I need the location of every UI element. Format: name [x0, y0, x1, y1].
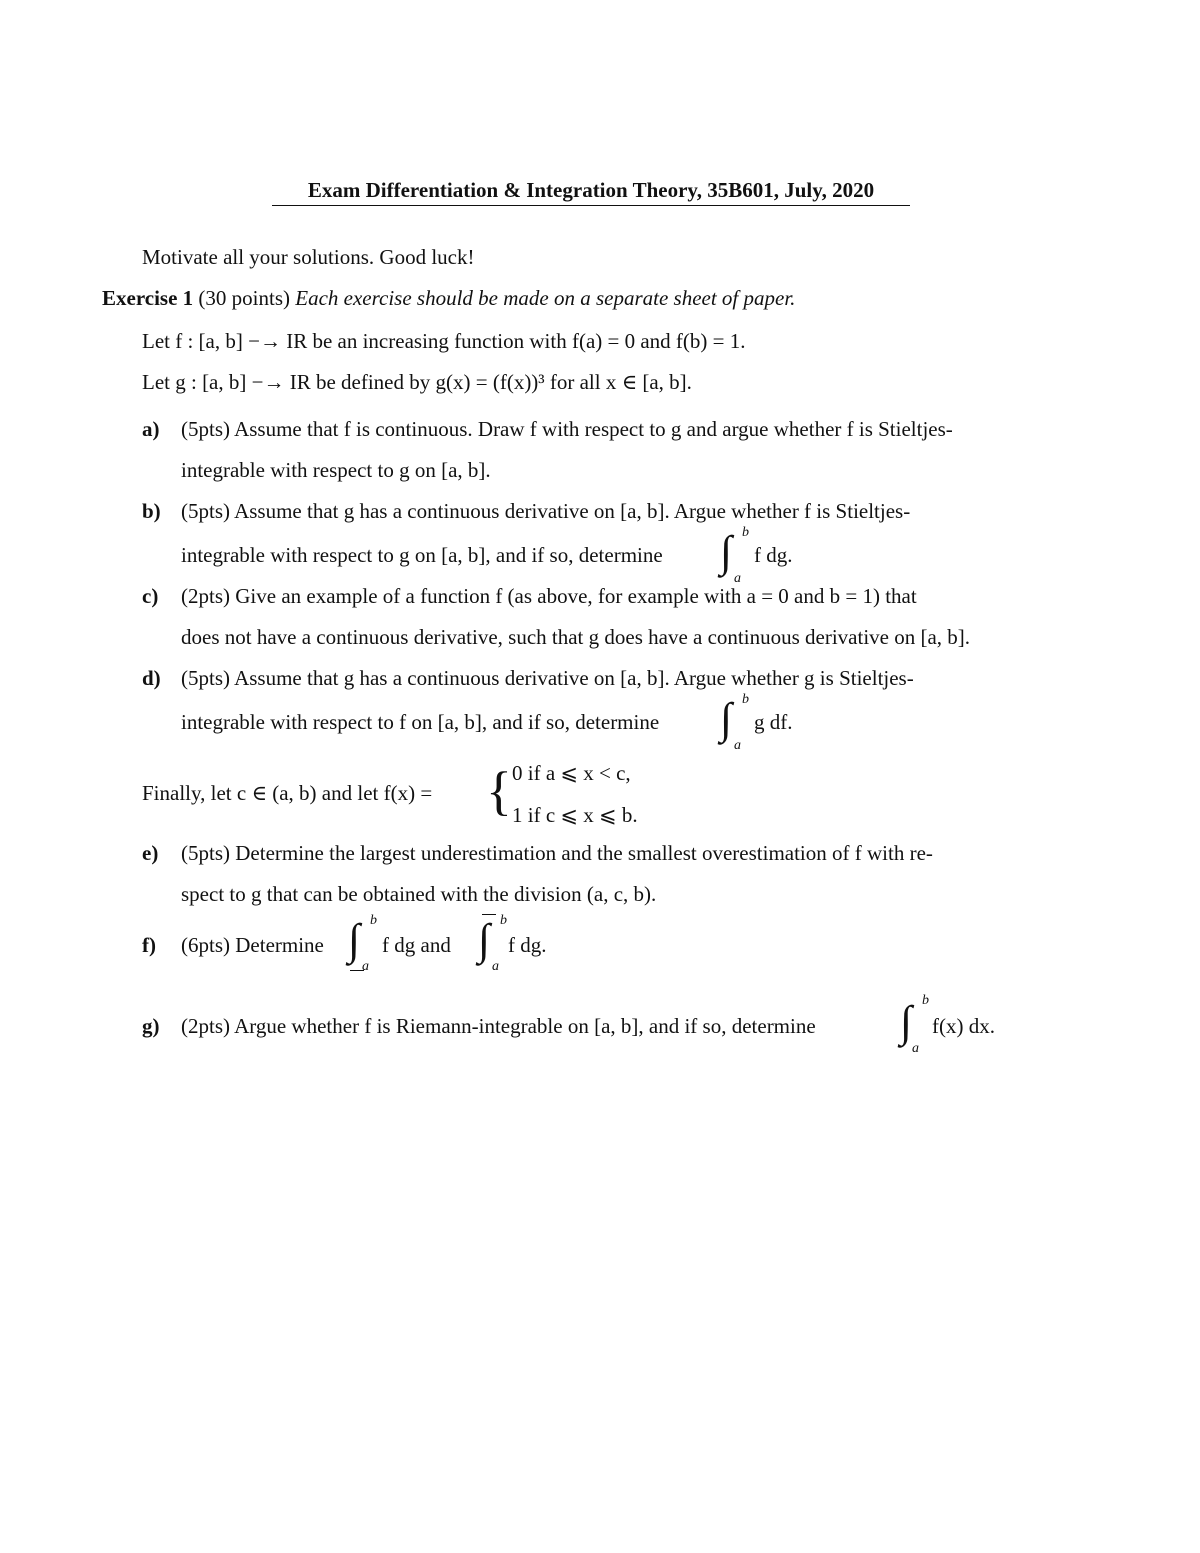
item-a-label: a) [142, 417, 160, 441]
item-a-line-2: integrable with respect to g on [a, b]. [181, 458, 491, 482]
upper-limit: b [922, 993, 929, 1008]
item-d-line-2: integrable with respect to f on [a, b], and if so, determine [181, 710, 660, 734]
exercise-note: Each exercise should be made on a separate sheet of paper. [295, 286, 796, 310]
exercise-points: (30 points) [198, 286, 290, 310]
integral-expression: f dg and [382, 933, 451, 957]
item-c-line-2: does not have a continuous derivative, such that g does have a continuous derivative on [a, b]. [181, 625, 971, 649]
integral-expression: f dg. [508, 933, 547, 957]
cases-brace: { [486, 761, 512, 821]
setup-line-2: Let g : [a, b] −→ IR be defined by g(x) = (f(x))³ for all x ∈ [a, b]. [142, 370, 692, 394]
upper-limit: b [742, 525, 749, 540]
item-c-line-1: (2pts) Give an example of a function f (as above, for example with a = 0 and b = 1) that [181, 584, 917, 608]
lower-integral-bar [350, 970, 364, 971]
upper-integral [478, 913, 578, 976]
item-e-line-2: spect to g that can be obtained with the division (a, c, b). [181, 882, 657, 906]
case-2: 1 if c ⩽ x ⩽ b. [512, 803, 638, 827]
item-b-line-2: integrable with respect to g on [a, b], and if so, determine [181, 543, 663, 567]
item-b-integral [720, 525, 840, 586]
integral-sign: ∫ [720, 527, 733, 576]
integral-expression: f(x) dx. [932, 1014, 995, 1038]
item-d-line-1: (5pts) Assume that g has a continuous derivative on [a, b]. Argue whether g is Stieltjes- [181, 666, 914, 690]
integral-sign: ∫ [348, 915, 361, 964]
item-c-label: c) [142, 584, 159, 608]
item-e-line-1: (5pts) Determine the largest underestimation and the smallest overestimation of f with re- [181, 841, 933, 865]
lower-limit: a [734, 571, 741, 586]
exercise-label: Exercise 1 [102, 286, 194, 310]
item-d-label: d) [142, 666, 161, 690]
exam-title: Exam Differentiation & Integration Theory, 35B601, July, 2020 [272, 178, 910, 206]
item-g-pre: (2pts) Argue whether f is Riemann-integrable on [a, b], and if so, determine [181, 1014, 816, 1038]
upper-limit: b [500, 913, 507, 928]
item-d-integral [720, 692, 840, 753]
item-b-line-1: (5pts) Assume that g has a continuous derivative on [a, b]. Argue whether f is Stieltjes- [181, 499, 911, 523]
intro-text: Motivate all your solutions. Good luck! [142, 245, 475, 269]
item-f-pre: (6pts) Determine [181, 933, 324, 957]
item-g-integral [900, 993, 1040, 1058]
integral-sign: ∫ [478, 915, 491, 964]
integral-sign: ∫ [900, 997, 913, 1046]
upper-limit: b [370, 913, 377, 928]
upper-limit: b [742, 692, 749, 707]
integral-sign: ∫ [720, 694, 733, 743]
integral-expression: f dg. [754, 543, 793, 567]
item-g-label: g) [142, 1014, 160, 1038]
lower-limit: a [912, 1041, 919, 1056]
case-1: 0 if a ⩽ x < c, [512, 761, 631, 785]
lower-limit: a [362, 959, 369, 974]
lower-limit: a [492, 959, 499, 974]
item-e-label: e) [142, 841, 159, 865]
lower-limit: a [734, 738, 741, 753]
item-f-label: f) [142, 933, 156, 957]
finally-text: Finally, let c ∈ (a, b) and let f(x) = [142, 781, 433, 805]
setup-line-1: Let f : [a, b] −→ IR be an increasing function with f(a) = 0 and f(b) = 1. [142, 329, 746, 353]
lower-integral [348, 913, 478, 976]
exercise-heading [102, 285, 795, 311]
item-a-line-1: (5pts) Assume that f is continuous. Draw f with respect to g and argue whether f is Stieltjes- [181, 417, 953, 441]
item-b-label: b) [142, 499, 161, 523]
integral-expression: g df. [754, 710, 793, 734]
